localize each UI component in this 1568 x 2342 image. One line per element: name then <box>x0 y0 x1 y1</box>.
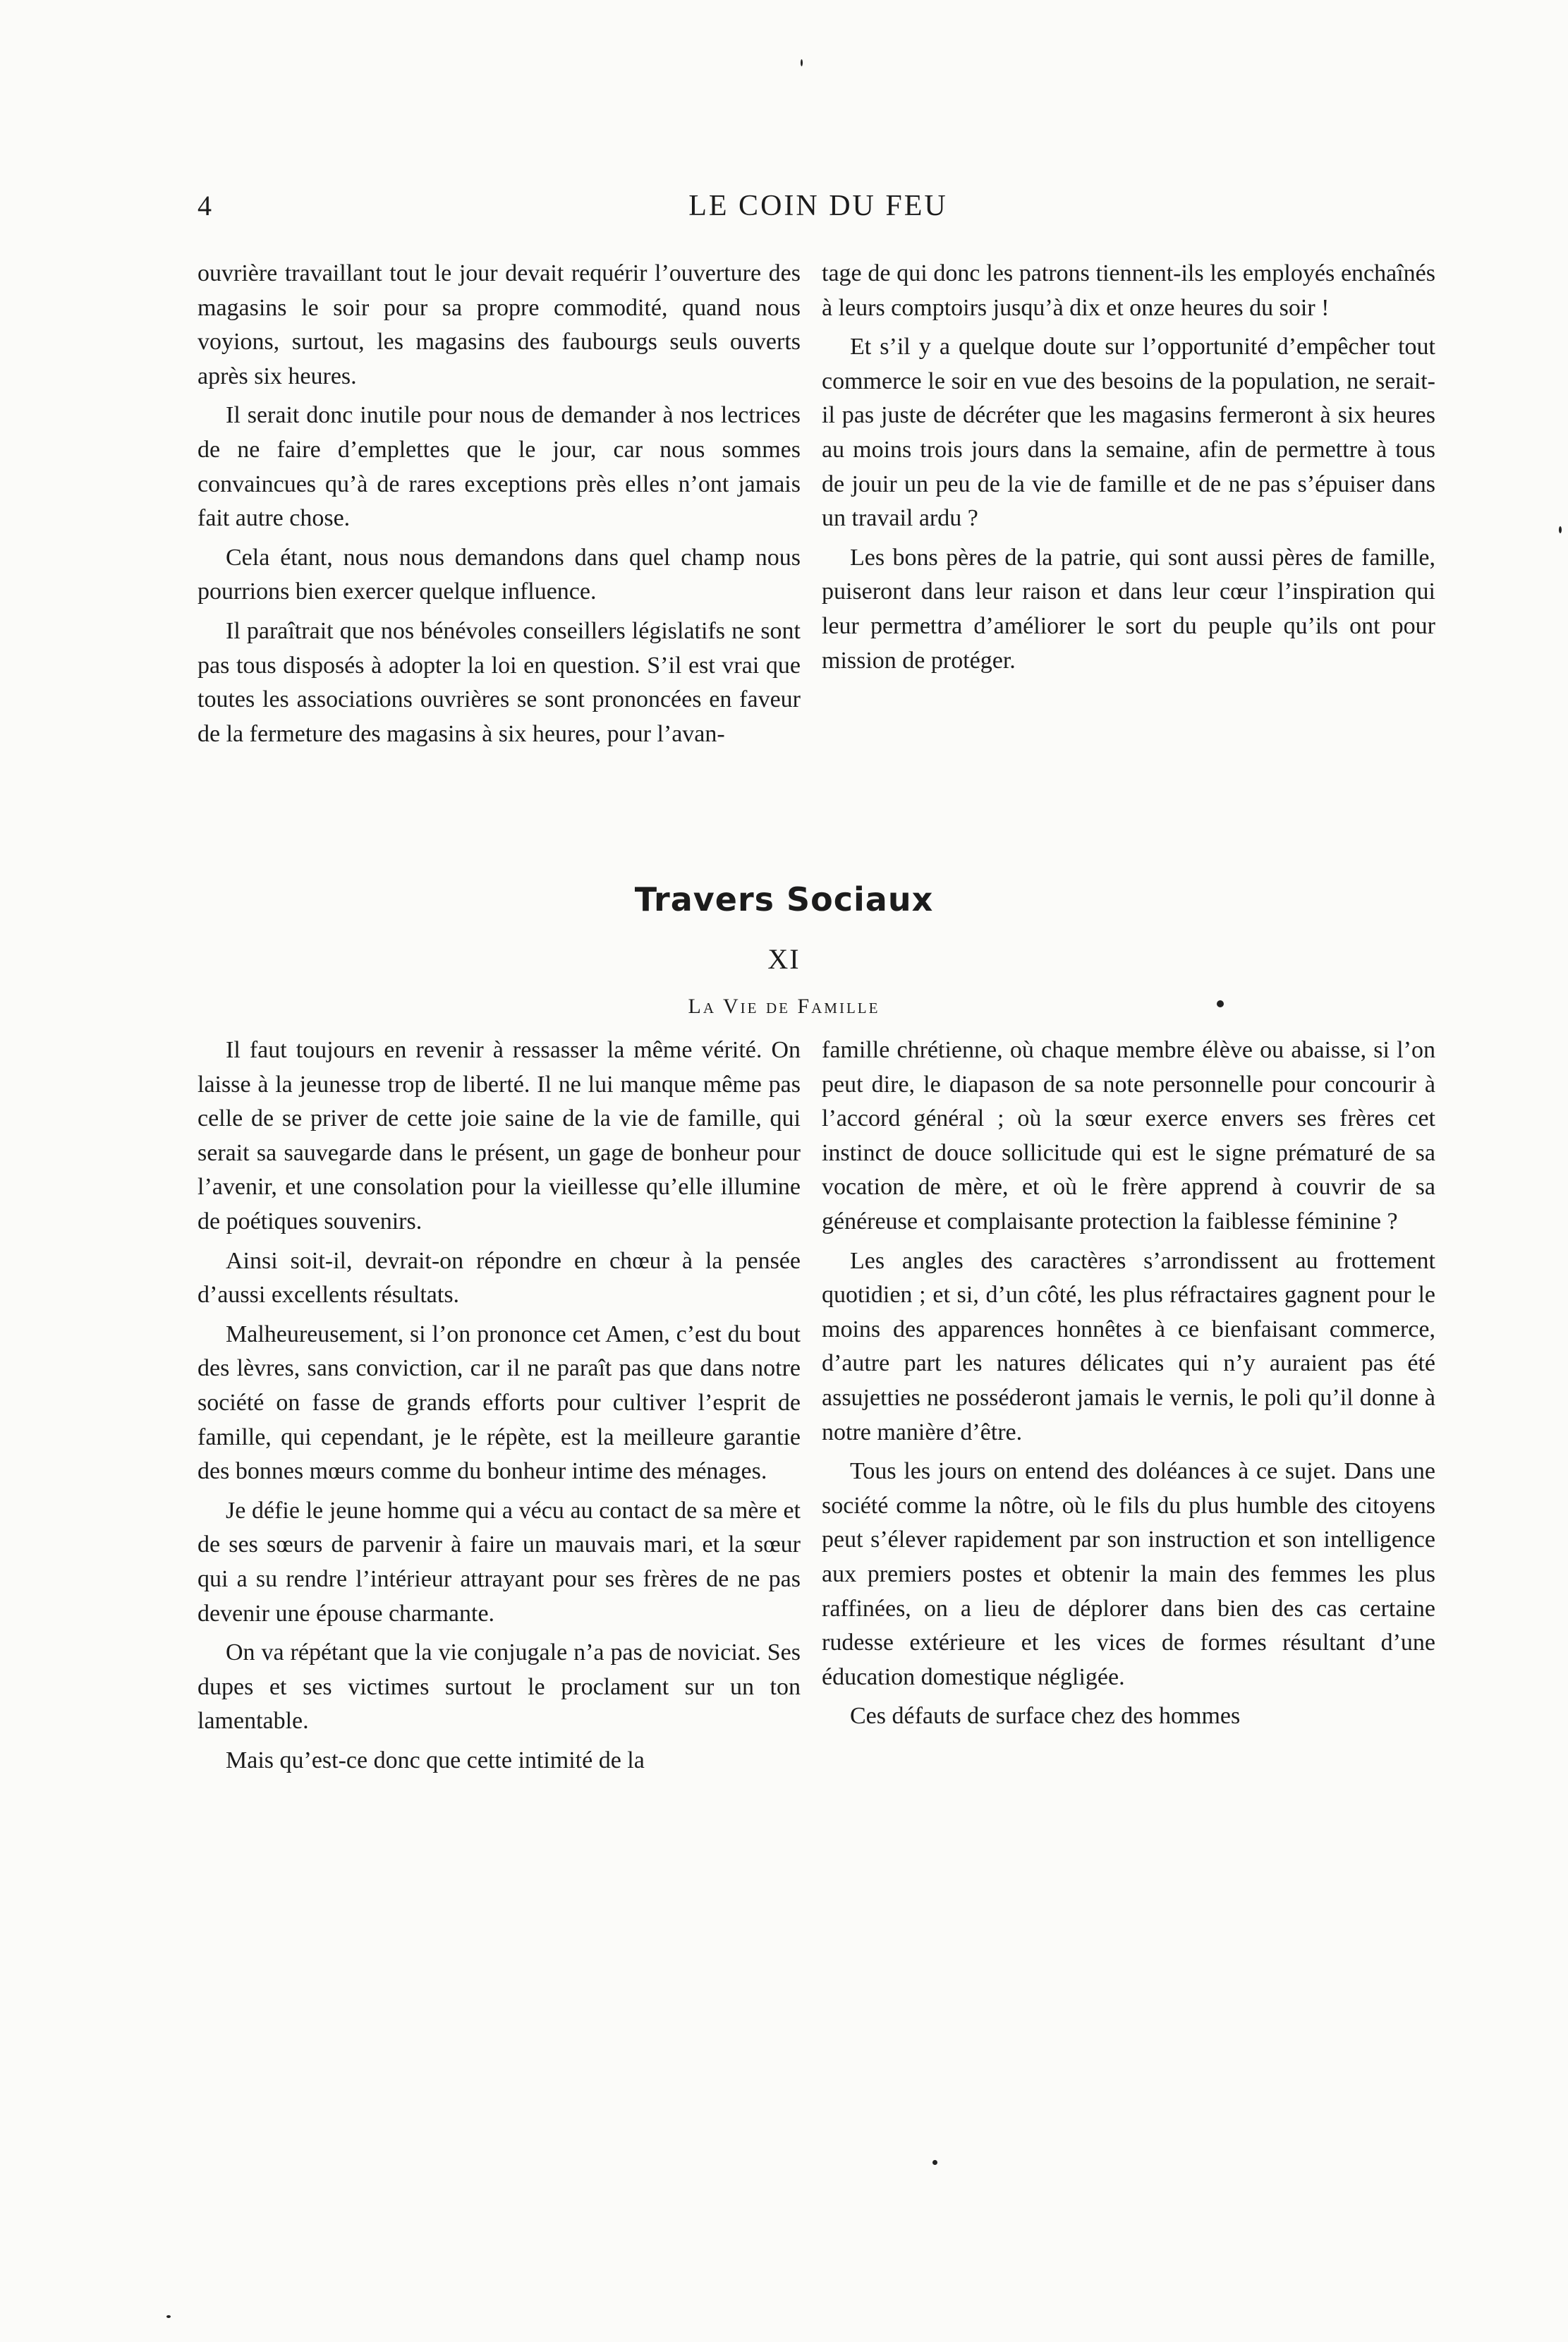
section-subtitle: La Vie de Famille <box>688 995 880 1018</box>
paragraph: Malheureusement, si l’on prononce cet Amen, c’est du bout des lèvres, sans conviction, car il ne paraît pas que dans notre société on fasse de grands efforts pour cultiver l’esprit de famille, qui cependant, je le répète, est la meilleure garantie des bonnes mœurs comme du bonheur intime des ménages. <box>197 1321 801 1485</box>
paragraph: On va répétant que la vie conjugale n’a pas de noviciat. Ses dupes et ses victimes surtout le proclament sur un ton lamentable. <box>197 1639 801 1735</box>
paragraph: Tous les jours on entend des doléances à ce sujet. Dans une société comme la nôtre, où le fils du plus humble des citoyens peut s’élever rapidement par son instruction et son intelligence aux premiers postes et obtenir la main des femmes les plus raffinées, on a lieu de déplorer dans bien des cas certaine rudesse extérieure et les vices de formes résultant d’une éducation domestique négligée. <box>822 1458 1435 1690</box>
paragraph: Et s’il y a quelque doute sur l’opportunité d’empêcher tout commerce le soir en vue des besoins de la population, ne serait-il pas juste de décréter que les magasins fermeront à six heures au moins trois jours dans la semaine, afin de permettre à tous de jouir un peu de la vie de famille et de ne pas s’épuiser dans un travail ardu ? <box>822 334 1435 532</box>
ink-speck <box>166 2315 171 2318</box>
paragraph: ouvrière travaillant tout le jour devait requérir l’ouverture des magasins le soir pour sa propre commodité, quand nous voyions, surtout, les magasins des faubourgs seuls ouverts après six heures. <box>197 260 801 389</box>
paragraph: famille chrétienne, où chaque membre élève ou abaisse, si l’on peut dire, le diapason de sa note personnelle pour concourir à l’accord général ; où la sœur exerce envers ses frères cet instinct de douce sollicitude qui est le signe prématuré de sa vocation de mère, et où le frère apprend à couvrir de sa généreuse et complaisante protection la faiblesse féminine ? <box>822 1037 1435 1234</box>
paragraph: Ces défauts de surface chez des hommes <box>850 1703 1241 1730</box>
ink-speck <box>1559 526 1562 533</box>
paragraph: Il paraîtrait que nos bénévoles conseillers législatifs ne sont pas tous disposés à adopter la loi en question. S’il est vrai que toutes les associations ouvrières se sont prononcées en faveur de la fermeture des magasins à six heures, pour l’avan- <box>197 617 801 747</box>
top-right-column <box>822 257 1435 683</box>
bottom-right-column <box>822 1033 1435 1739</box>
paragraph: Il faut toujours en revenir à ressasser la même vérité. On laisse à la jeunesse trop de liberté. Il ne lui manque même pas celle de se priver de cette joie saine de la vie de famille, qui serait sa sauvegarde dans le présent, un gage de bonheur pour l’avenir, et une consolation pour la vieillesse qu’elle illumine de poétiques souvenirs. <box>197 1037 801 1234</box>
paragraph: Cela étant, nous nous demandons dans quel champ nous pourrions bien exercer quelque influence. <box>197 544 801 605</box>
paragraph: Je défie le jeune homme qui a vécu au contact de sa mère et de ses sœurs de parvenir à faire un mauvais mari, et la sœur qui a su rendre l’intérieur attrayant pour ses frères de ne pas devenir une épouse charmante. <box>197 1497 801 1627</box>
bottom-left-column <box>197 1033 801 1783</box>
page-number: 4 <box>197 190 212 222</box>
paragraph: tage de qui donc les patrons tiennent-ils les employés enchaînés à leurs comptoirs jusqu’à dix et onze heures du soir ! <box>822 260 1435 321</box>
ink-speck <box>932 2160 937 2165</box>
section-title: Travers Sociaux <box>634 880 934 918</box>
paragraph: Les angles des caractères s’arrondissent au frottement quotidien ; et si, d’un côté, les plus réfractaires gagnent pour le moins des apparences honnêtes à ce bienfaisant commerce, d’autre part les natures délicates qui n’y auraient pas été assujetties ne posséderont jamais le vernis, le poli qu’il donne à notre manière d’être. <box>822 1247 1435 1445</box>
running-title: LE COIN DU FEU <box>688 190 948 222</box>
paragraph: Les bons pères de la patrie, qui sont aussi pères de famille, puiseront dans leur raison et dans leur cœur l’inspiration qui leur permettra d’améliorer le sort du peuple qu’ils ont pour mission de protéger. <box>822 544 1435 674</box>
paragraph: Il serait donc inutile pour nous de demander à nos lectrices de ne faire d’emplettes que le jour, car nous sommes convaincues qu’à de rares exceptions près elles n’ont jamais fait autre chose. <box>197 402 801 532</box>
page-header <box>197 189 1439 238</box>
paragraph: Mais qu’est-ce donc que cette intimité de la <box>226 1747 645 1773</box>
ink-speck <box>801 59 803 66</box>
ink-speck <box>1217 1000 1224 1007</box>
top-left-column <box>197 257 801 756</box>
section-number: XI <box>767 943 801 975</box>
paragraph: Ainsi soit-il, devrait-on répondre en chœur à la pensée d’aussi excellents résultats. <box>197 1247 801 1309</box>
